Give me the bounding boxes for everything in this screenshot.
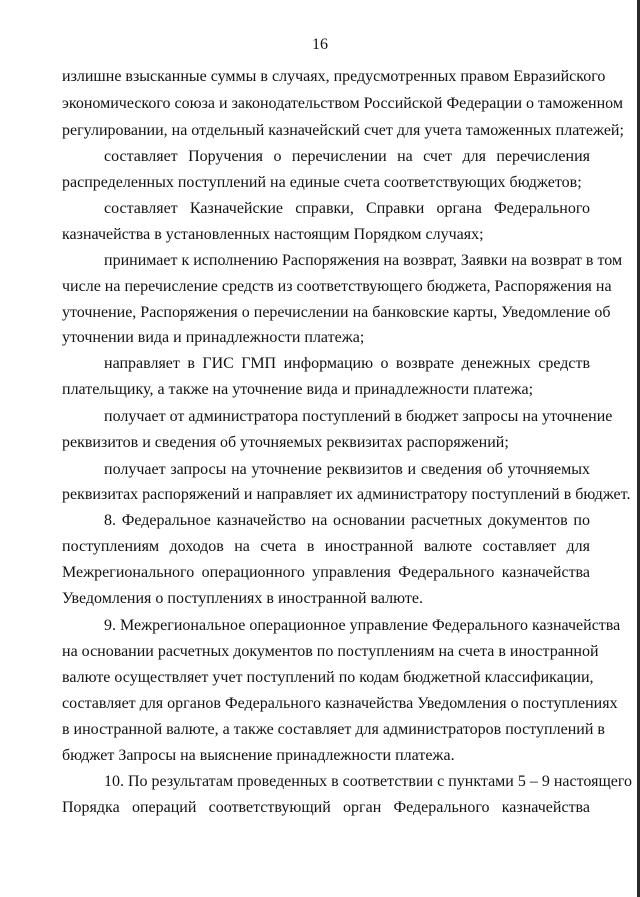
text-line: валюте осуществляет учет поступлений по кодам бюджетной классификации, [62, 669, 594, 686]
text-line: реквизитов и сведения об уточняемых реквизитах распоряжений; [62, 434, 509, 451]
text-line: уточнение, Распоряжения о перечислении на банковские карты, Уведомление об [62, 304, 611, 321]
text-line: Уведомления о поступлениях в иностранной валюте. [62, 590, 423, 607]
text-line: получает от администратора поступлений в бюджет запросы на уточнение [104, 408, 613, 425]
text-line: 10. По результатам проведенных в соответствии с пунктами 5 – 9 настоящего [104, 773, 633, 790]
text-line: реквизитах распоряжений и направляет их администратору поступлений в бюджет. [62, 486, 631, 503]
text-line: числе на перечисление средств из соответствующего бюджета, Распоряжения на [62, 278, 612, 295]
text-line: составляет для органов Федерального казначейства Уведомления о поступлениях [62, 695, 618, 712]
text-line: составляет Поручения о перечислении на счет для перечисления [104, 148, 590, 165]
text-line: принимает к исполнению Распоряжения на возврат, Заявки на возврат в том [104, 252, 623, 269]
text-line: плательщику, а также на уточнение вида и принадлежности платежа; [62, 381, 534, 398]
text-line: поступлениям доходов на счета в иностранной валюте составляет для [62, 538, 590, 555]
page-number: 16 [312, 36, 328, 53]
text-line: направляет в ГИС ГМП информацию о возврате денежных средств [104, 355, 590, 372]
text-line: на основании расчетных документов по поступлениям на счета в иностранной [62, 643, 599, 660]
text-line: казначейства в установленных настоящим Порядком случаях; [62, 226, 484, 243]
text-line: излишне взысканные суммы в случаях, предусмотренных правом Евразийского [62, 68, 606, 85]
text-line: бюджет Запросы на выяснение принадлежности платежа. [62, 747, 455, 764]
text-line: в иностранной валюте, а также составляет для администраторов поступлений в [62, 721, 605, 738]
text-line: Межрегионального операционного управления Федерального казначейства [62, 564, 590, 581]
text-line: регулировании, на отдельный казначейский счет для учета таможенных платежей; [62, 122, 624, 139]
text-line: получает запросы на уточнение реквизитов и сведения об уточняемых [104, 461, 590, 478]
text-line: распределенных поступлений на единые счета соответствующих бюджетов; [62, 174, 582, 191]
text-line: 9. Межрегиональное операционное управление Федерального казначейства [104, 617, 621, 634]
text-line: составляет Казначейские справки, Справки органа Федерального [104, 200, 590, 217]
text-line: уточнении вида и принадлежности платежа; [62, 329, 365, 346]
text-line: 8. Федеральное казначейство на основании расчетных документов по [104, 512, 590, 529]
text-line: экономического союза и законодательством Российской Федерации о таможенном [62, 95, 623, 112]
text-line: Порядка операций соответствующий орган Федерального казначейства [62, 799, 590, 816]
